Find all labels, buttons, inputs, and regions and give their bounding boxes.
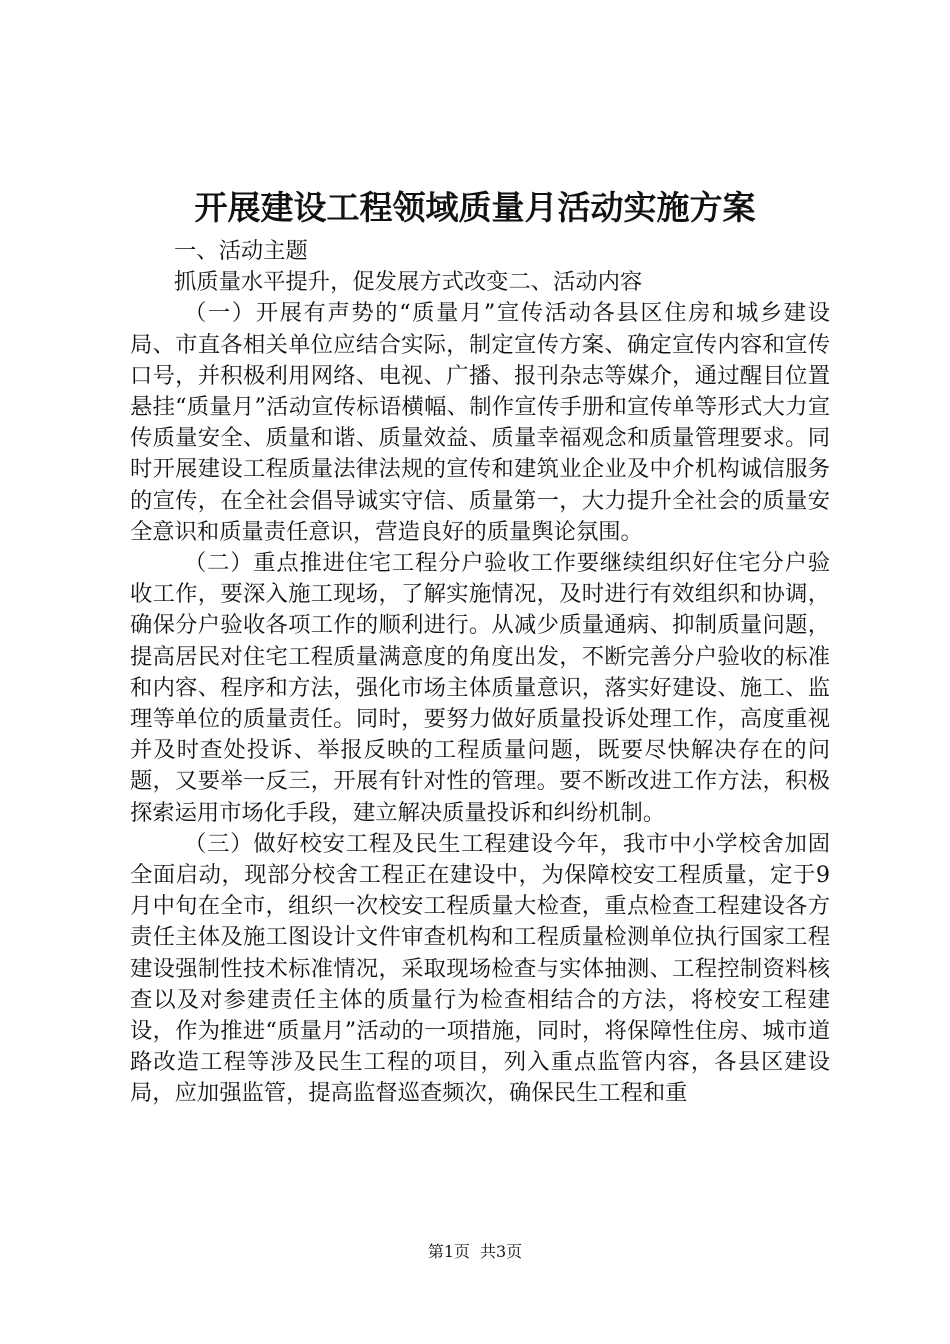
page-number: 第1页 — [427, 1242, 470, 1261]
document-body — [130, 236, 830, 1110]
paragraph-school-safety: （三）做好校安工程及民生工程建设今年，我市中小学校舍加固全面启动，现部分校舍工程正在建设中，为保障校安工程质量，定于9月中旬在全市，组织一次校安工程质量大检查，重点检查工程建设各方责任主体及施工图设计文件审查机构和工程质量检测单位执行国家工程建设强制性技术标准情况，采取现场检查与实体抽测、工程控制资料核查以及对参建责任主体的质量行为检查相结合的方法，将校安工程建设，作为推进“质量月”活动的一项措施，同时，将保障性住房、城市道路改造工程等涉及民生工程的项目，列入重点监管内容，各县区建设局，应加强监管，提高监督巡查频次，确保民生工程和重 — [130, 830, 830, 1107]
paragraph-publicity: （一）开展有声势的“质量月”宣传活动各县区住房和城乡建设局、市直各相关单位应结合实际，制定宣传方案、确定宣传内容和宣传口号，并积极利用网络、电视、广播、报刊杂志等媒介，通过醒目位置悬挂“质量月”活动宣传标语横幅、制作宣传手册和宣传单等形式大力宣传质量安全、质量和谐、质量效益、质量幸福观念和质量管理要求。同时开展建设工程质量法律法规的宣传和建筑业企业及中介机构诚信服务的宣传，在全社会倡导诚实守信、质量第一，大力提升全社会的质量安全意识和质量责任意识，营造良好的质量舆论氛围。 — [130, 300, 830, 545]
document-title: 开展建设工程领域质量月活动实施方案 — [194, 188, 756, 227]
page-total: 共3页 — [480, 1242, 523, 1261]
page-footer — [0, 1241, 950, 1263]
section-heading-theme: 一、活动主题 — [174, 238, 308, 264]
theme-slogan-line: 抓质量水平提升，促发展方式改变二、活动内容 — [174, 269, 643, 296]
paragraph-household-acceptance: （二）重点推进住宅工程分户验收工作要继续组织好住宅分户验收工作，要深入施工现场，了解实施情况，及时进行有效组织和协调，确保分户验收各项工作的顺利进行。从减少质量通病、抑制质量问题，提高居民对住宅工程质量满意度的角度出发，不断完善分户验收的标准和内容、程序和方法，强化市场主体质量意识，落实好建设、施工、监理等单位的质量责任。同时，要努力做好质量投诉处理工作，高度重视并及时查处投诉、举报反映的工程质量问题，既要尽快解决存在的问题，又要举一反三，开展有针对性的管理。要不断改进工作方法，积极探索运用市场化手段，建立解决质量投诉和纠纷机制。 — [130, 550, 830, 826]
